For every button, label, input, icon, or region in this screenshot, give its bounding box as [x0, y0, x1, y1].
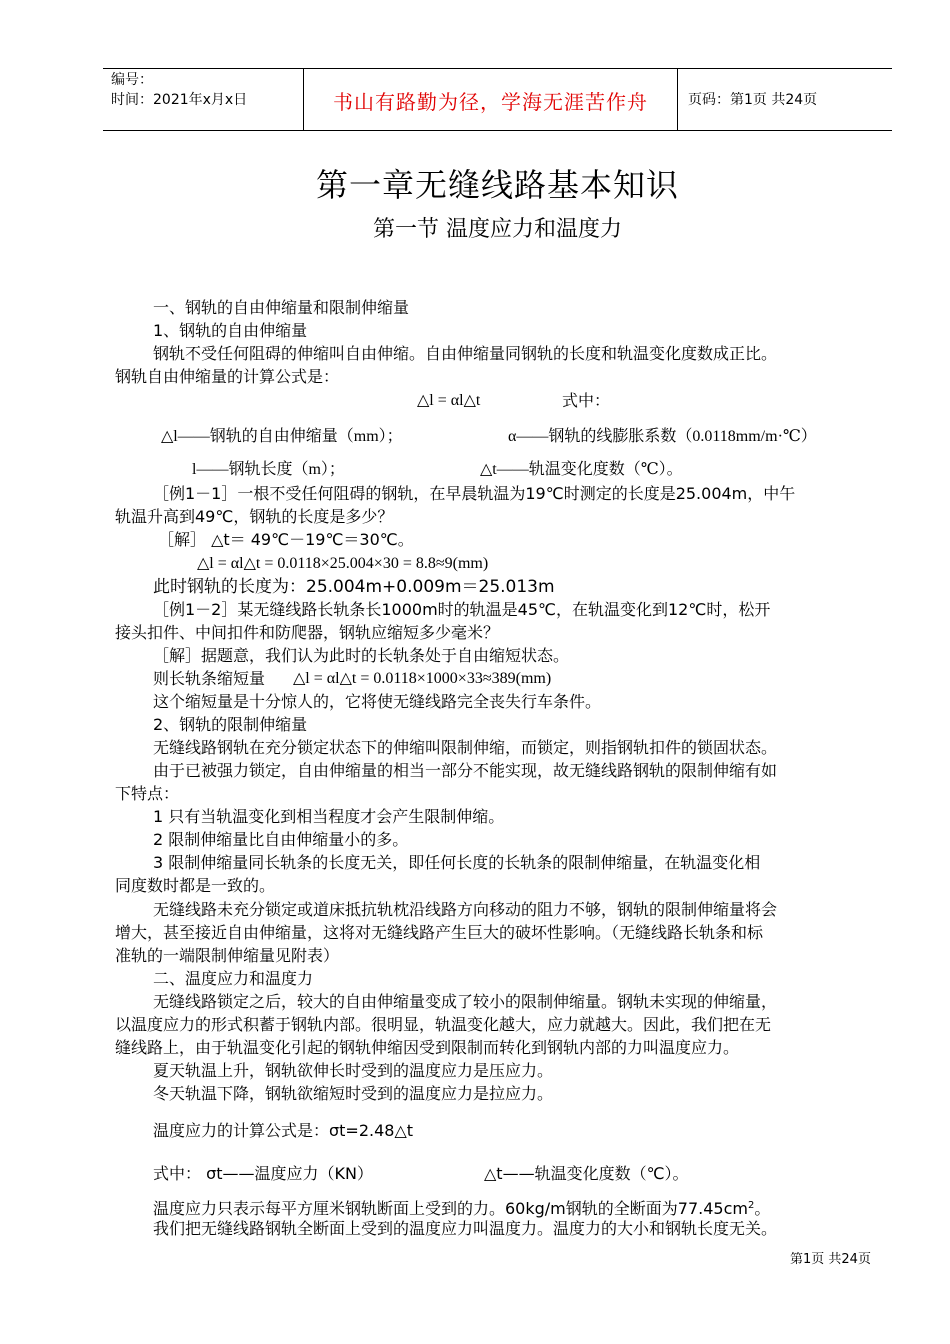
section-title: 第一节 温度应力和温度力 [373, 217, 622, 242]
example-1-2-label: 则长轨条缩短量 [153, 669, 266, 688]
paragraph-text: 温度应力只表示每平方厘米钢轨断面上受到的力。60kg/m钢轨的全断面为77.45cm [153, 1199, 748, 1218]
paragraph-line: 夏天轨温上升，钢轨欲伸长时受到的温度应力是压应力。 [153, 1061, 554, 1080]
heading-limited-expansion: 2、钢轨的限制伸缩量 [153, 715, 308, 734]
formula-free-expansion: △l = αl△t [417, 392, 481, 409]
paragraph-text-end: 。 [754, 1199, 771, 1218]
example-1-2-question-cont: 接头扣件、中间扣件和防爬器，钢轨应缩短多少毫米？ [115, 623, 500, 642]
variable-definition: l——钢轨长度（m）； [192, 461, 345, 478]
paragraph-line: 下特点： [115, 784, 180, 803]
example-1-2-question: ［例1－2］某无缝线路长轨条长1000m时的轨温是45℃，在轨温变化到12℃时，松开 [153, 600, 771, 619]
example-1-1-result: 此时钢轨的长度为：25.004m+0.009m＝25.013m [153, 577, 555, 597]
paragraph-line: 缝线路上，由于轨温变化引起的钢轨伸缩因受到限制而转化到钢轨内部的力叫温度应力。 [115, 1038, 740, 1057]
variable-definition: 式中： σt——温度应力（KN） [153, 1164, 373, 1183]
formula-temperature-stress: 温度应力的计算公式是：σt=2.48△t [153, 1121, 414, 1140]
variable-definition: α——钢轨的线膨胀系数（0.0118mm/m·℃） [508, 428, 817, 445]
doc-time-label: 时间：2021年x月x日 [111, 92, 248, 108]
header-motto-cell [304, 69, 678, 130]
formula-where-label: 式中： [562, 391, 611, 410]
motto-text: 书山有路勤为径，学海无涯苦作舟 [333, 90, 648, 114]
paragraph-line [153, 1195, 770, 1220]
chapter-title: 第一章无缝线路基本知识 [315, 166, 679, 204]
paragraph-line: 冬天轨温下降，钢轨欲缩短时受到的温度应力是拉应力。 [153, 1084, 554, 1103]
variable-definition: △t——轨温变化度数（℃）。 [480, 461, 683, 478]
example-1-1-solution: ［解］ △t＝ 49℃－19℃＝30℃。 [158, 530, 414, 549]
list-item: 3 限制伸缩量同长轨条的长度无关，即任何长度的长轨条的限制伸缩量，在轨温变化相 [153, 853, 761, 872]
paragraph-line: 钢轨不受任何阻碍的伸缩叫自由伸缩。自由伸缩量同钢轨的长度和轨温变化度数成正比。 [153, 344, 778, 363]
list-item: 1 只有当轨温变化到相当程度才会产生限制伸缩。 [153, 807, 505, 826]
paragraph-line: 这个缩短量是十分惊人的，它将使无缝线路完全丧失行车条件。 [153, 692, 602, 711]
paragraph-line: 钢轨自由伸缩量的计算公式是： [115, 367, 340, 386]
header-page-cell [678, 69, 892, 130]
paragraph-line: 无缝线路锁定之后，较大的自由伸缩量变成了较小的限制伸缩量。钢轨未实现的伸缩量， [153, 992, 778, 1011]
example-1-1-question: ［例1－1］一根不受任何阻碍的钢轨，在早晨轨温为19℃时测定的长度是25.004m，中午 [153, 484, 796, 503]
list-item-cont: 同度数时都是一致的。 [115, 876, 276, 895]
heading-free-and-limited: 一、钢轨的自由伸缩量和限制伸缩量 [153, 298, 410, 317]
example-1-1-formula: △l = αl△t = 0.0118×25.004×30 = 8.8≈9(mm) [197, 555, 489, 572]
paragraph-line: 我们把无缝线路钢轨全断面上受到的温度应力叫温度力。温度力的大小和钢轨长度无关。 [153, 1219, 778, 1238]
list-item: 2 限制伸缩量比自由伸缩量小的多。 [153, 830, 409, 849]
page-footer: 第1页 共24页 [790, 1252, 871, 1267]
paragraph-line: 无缝线路未充分锁定或道床抵抗轨枕沿线路方向移动的阻力不够，钢轨的限制伸缩量将会 [153, 900, 778, 919]
variable-definition: △l——钢轨的自由伸缩量（mm）； [161, 428, 403, 445]
paragraph-line: 增大，甚至接近自由伸缩量，这将对无缝线路产生巨大的破坏性影响。（无缝线路长轨条和标 [115, 923, 764, 942]
paragraph-line: 无缝线路钢轨在充分锁定状态下的伸缩叫限制伸缩，而锁定，则指钢轨扣件的锁固状态。 [153, 738, 778, 757]
heading-temperature-stress: 二、温度应力和温度力 [153, 969, 314, 988]
heading-free-expansion: 1、钢轨的自由伸缩量 [153, 321, 308, 340]
variable-definition: △t——轨温变化度数（℃）。 [484, 1164, 689, 1183]
paragraph-line: 以温度应力的形式积蓄于钢轨内部。很明显，轨温变化越大，应力就越大。因此，我们把在无 [115, 1015, 772, 1034]
example-1-1-question-cont: 轨温升高到49℃，钢轨的长度是多少？ [115, 507, 394, 526]
paragraph-line: 准轨的一端限制伸缩量见附表） [115, 946, 340, 965]
superscript: 2 [747, 1200, 755, 1211]
doc-number-label: 编号： [111, 72, 153, 88]
page-number-label: 页码：第1页 共24页 [688, 92, 818, 108]
example-1-2-solution: ［解］据题意，我们认为此时的长轨条处于自由缩短状态。 [153, 646, 570, 665]
header-meta-cell [103, 69, 304, 130]
paragraph-line: 由于已被强力锁定，自由伸缩量的相当一部分不能实现，故无缝线路钢轨的限制伸缩有如 [153, 761, 778, 780]
page-header [103, 68, 892, 131]
example-1-2-formula: △l = αl△t = 0.0118×1000×33≈389(mm) [293, 670, 552, 687]
